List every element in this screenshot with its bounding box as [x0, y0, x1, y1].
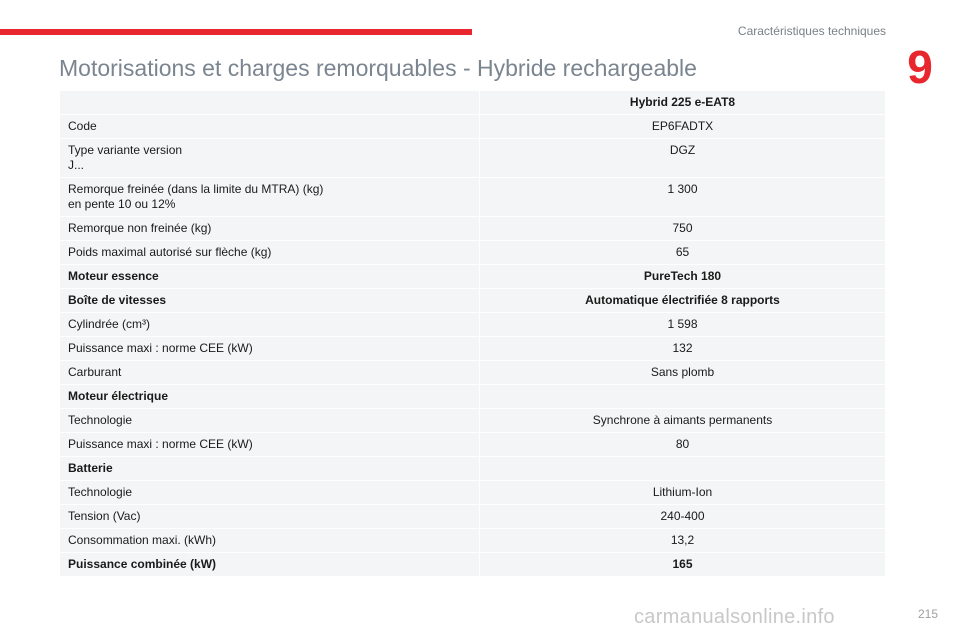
table-row [60, 385, 886, 409]
row-value-cell: EP6FADTX [480, 115, 886, 139]
row-value-cell [480, 385, 886, 409]
row-label: Type variante version [68, 143, 183, 157]
row-label-cell [60, 361, 480, 385]
row-label: Batterie [68, 461, 113, 475]
table-row [60, 433, 886, 457]
watermark: carmanualsonline.info [634, 606, 835, 628]
row-label-cell [60, 337, 480, 361]
table-row [60, 139, 886, 178]
row-value-cell: 80 [480, 433, 886, 457]
row-label-cell [60, 313, 480, 337]
chapter-number: 9 [907, 41, 933, 93]
row-value-cell: 1 598 [480, 313, 886, 337]
header-label-cell [60, 91, 480, 115]
row-label: Cylindrée (cm³) [68, 317, 151, 331]
row-value-cell: 65 [480, 241, 886, 265]
row-value-cell: Synchrone à aimants permanents [480, 409, 886, 433]
row-label-cell [60, 241, 480, 265]
section-title: Caractéristiques techniques [737, 24, 886, 38]
row-value-cell: Lithium-Ion [480, 481, 886, 505]
row-value-cell: 165 [480, 553, 886, 577]
row-label-cell [60, 139, 480, 178]
specifications-table [59, 90, 886, 577]
row-value-cell: Automatique électrifiée 8 rapports [480, 289, 886, 313]
row-value-cell: 240-400 [480, 505, 886, 529]
row-label: Carburant [68, 365, 122, 379]
row-label: Puissance maxi : norme CEE (kW) [68, 437, 253, 451]
row-label: Remorque non freinée (kg) [68, 221, 212, 235]
row-value-cell: PureTech 180 [480, 265, 886, 289]
table-row [60, 289, 886, 313]
table-row [60, 115, 886, 139]
table-row [60, 457, 886, 481]
row-value-cell: 13,2 [480, 529, 886, 553]
row-label-cell [60, 409, 480, 433]
table-row [60, 178, 886, 217]
row-label-continuation: J... [68, 158, 85, 172]
chapter-accent-bar [0, 29, 472, 35]
row-label-cell [60, 178, 480, 217]
table-row [60, 217, 886, 241]
table-row [60, 529, 886, 553]
row-label: Tension (Vac) [68, 509, 141, 523]
row-label: Technologie [68, 413, 133, 427]
row-label: Moteur électrique [68, 389, 169, 403]
table-row [60, 313, 886, 337]
row-label-cell [60, 265, 480, 289]
page-number: 215 [917, 607, 938, 621]
row-label-cell [60, 433, 480, 457]
table-row [60, 553, 886, 577]
row-label: Moteur essence [68, 269, 159, 283]
table-row [60, 265, 886, 289]
row-value-cell: 132 [480, 337, 886, 361]
row-value-cell: Sans plomb [480, 361, 886, 385]
row-label-cell [60, 529, 480, 553]
row-label: Puissance maxi : norme CEE (kW) [68, 341, 253, 355]
row-label: Technologie [68, 485, 133, 499]
row-value-cell: 750 [480, 217, 886, 241]
table-row [60, 505, 886, 529]
row-label-cell [60, 481, 480, 505]
row-label: Code [68, 119, 97, 133]
row-label-cell [60, 289, 480, 313]
row-label-cell [60, 115, 480, 139]
table-row [60, 361, 886, 385]
row-label: Consommation maxi. (kWh) [68, 533, 217, 547]
row-label-continuation: en pente 10 ou 12% [68, 197, 176, 211]
table-row [60, 481, 886, 505]
row-label: Boîte de vitesses [68, 293, 167, 307]
row-label-cell [60, 505, 480, 529]
row-value-cell: 1 300 [480, 178, 886, 217]
table-row [60, 337, 886, 361]
header-value-cell: Hybrid 225 e-EAT8 [480, 91, 886, 115]
row-label-cell [60, 457, 480, 481]
table-header-row [60, 91, 886, 115]
row-value-cell: DGZ [480, 139, 886, 178]
row-label: Remorque freinée (dans la limite du MTRA) (kg) [68, 182, 324, 196]
row-label: Poids maximal autorisé sur flèche (kg) [68, 245, 272, 259]
table-row [60, 409, 886, 433]
page-title: Motorisations et charges remorquables - Hybride rechargeable [59, 55, 697, 81]
row-value-cell [480, 457, 886, 481]
table-row [60, 241, 886, 265]
row-label-cell [60, 217, 480, 241]
row-label: Puissance combinée (kW) [68, 557, 217, 571]
row-label-cell [60, 385, 480, 409]
row-label-cell [60, 553, 480, 577]
